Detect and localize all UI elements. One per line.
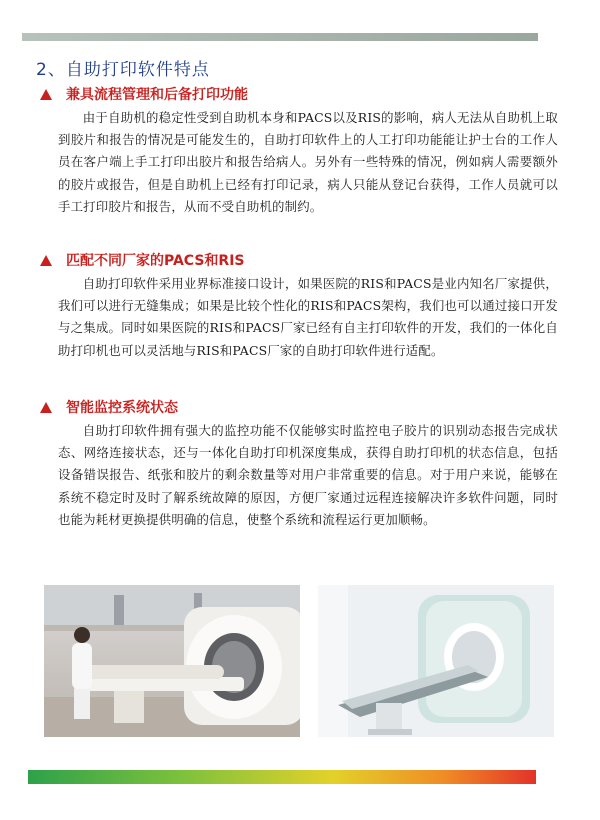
section-body: 自助打印软件采用业界标准接口设计，如果医院的RIS和PACS是业内知名厂家提供，我们可以进行无缝集成；如果是比较个性化的RIS和PACS架构，我们也可以通过接口开发与之集成。同时如果医院的RIS和PACS厂家已经有自主打印软件的开发，我们的一体化自助打印机也可以灵活地与RIS和PACS厂家的自助打印软件进行适配。: [58, 276, 558, 358]
mri-scanner-photo: [44, 585, 300, 737]
section-pacs-ris: [36, 250, 564, 362]
bottom-gradient-bar: [28, 770, 536, 784]
top-divider-bar: [22, 33, 538, 41]
red-triangle-icon: [40, 89, 52, 100]
page-heading: 2、自助打印软件特点: [36, 60, 210, 80]
section-title-text: 智能监控系统状态: [66, 400, 178, 416]
ct-scene-illustration: [318, 585, 554, 737]
ct-scanner-photo: [318, 585, 554, 737]
section-title: [36, 84, 564, 104]
section-title-text: 兼具流程管理和后备打印功能: [66, 87, 248, 103]
section-body: 由于自助机的稳定性受到自助机本身和PACS以及RIS的影响，病人无法从自助机上取到胶片和报告的情况是可能发生的，自助打印软件上的人工打印功能能让护士台的工作人员在客户端上手工打印出胶片和报告给病人。另外有一些特殊的情况，例如病人需要额外的胶片或报告，但是自助机上已经有打印记录，病人只能从登记台获得，工作人员就可以手工打印胶片和报告，从而不受自助机的制约。: [58, 110, 558, 214]
red-triangle-icon: [40, 402, 52, 413]
section-fallback-printing: [36, 84, 564, 218]
section-monitoring: [36, 397, 564, 531]
red-triangle-icon: [40, 255, 52, 266]
mri-scene-illustration: [44, 585, 300, 737]
section-title-text: 匹配不同厂家的PACS和RIS: [66, 253, 245, 269]
section-title: [36, 397, 564, 417]
section-body: 自助打印软件拥有强大的监控功能不仅能够实时监控电子胶片的识别动态报告完成状态、网络连接状态，还与一体化自助打印机深度集成，获得自助打印机的状态信息，包括设备错误报告、纸张和胶片的剩余数量等对用户非常重要的信息。对于用户来说，能够在系统不稳定时及时了解系统故障的原因，方便厂家通过远程连接解决许多软件问题，同时也能为耗材更换提供明确的信息，使整个系统和流程运行更加顺畅。: [58, 423, 558, 527]
section-title: [36, 250, 564, 270]
